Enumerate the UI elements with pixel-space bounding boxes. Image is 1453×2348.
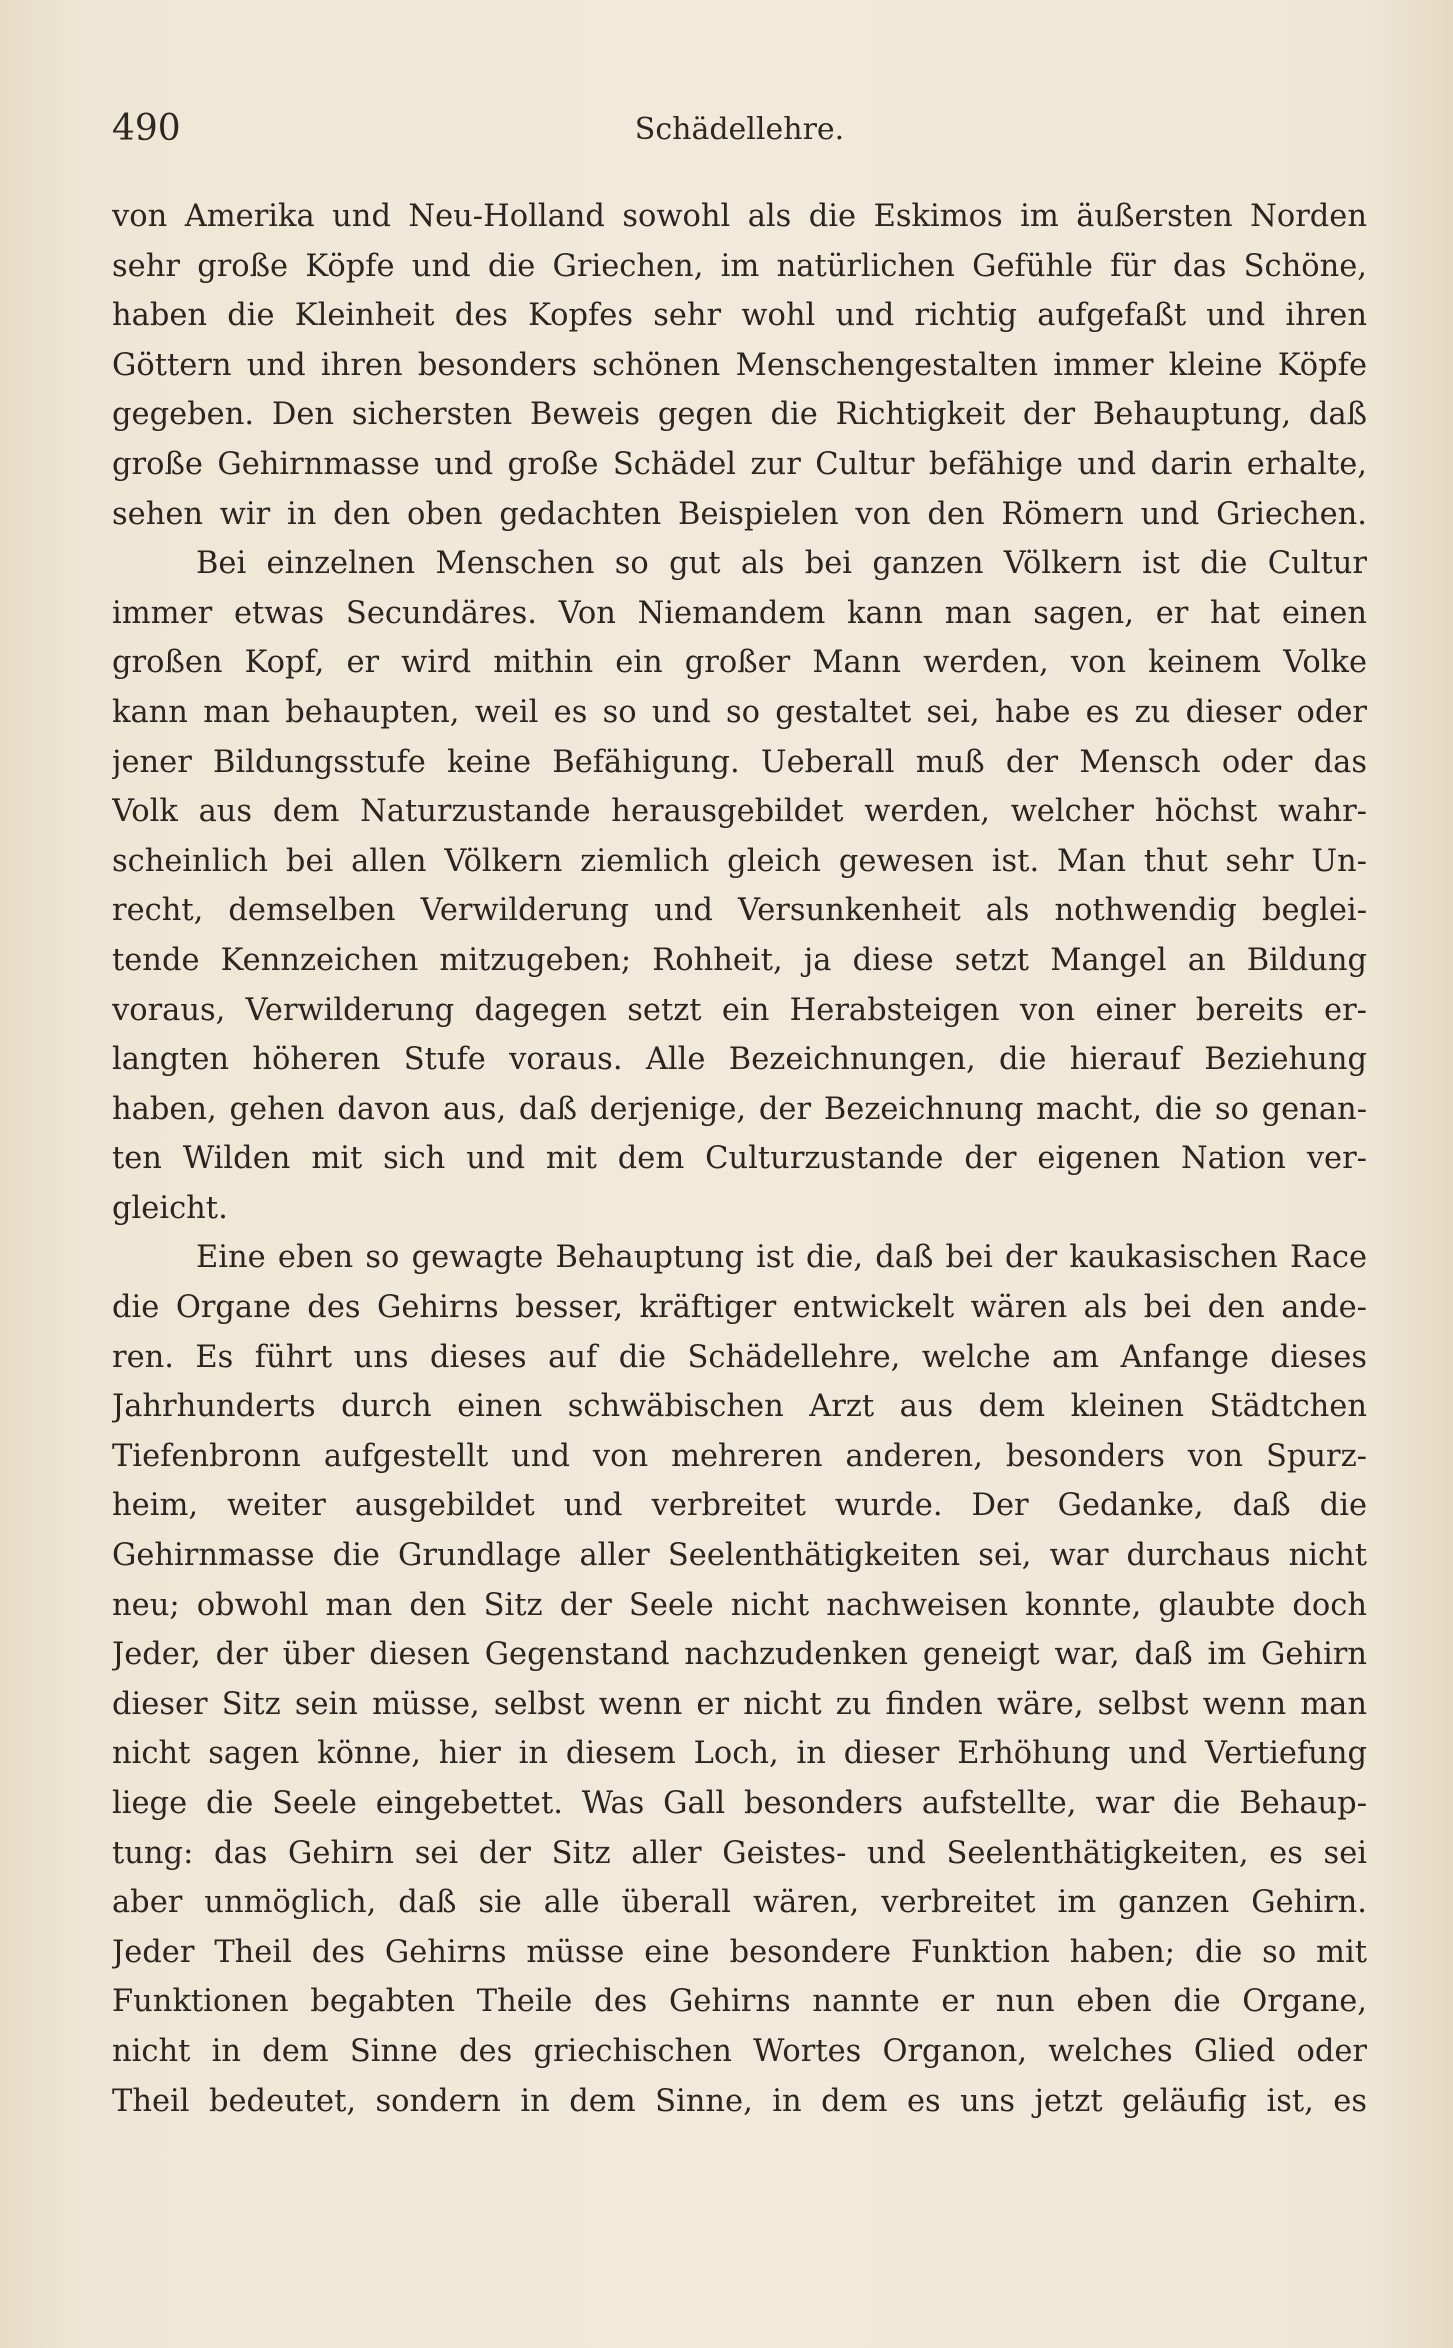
- text-line: tung: das Gehirn sei der Sitz aller Geistes- und Seelenthätigkeiten, es sei: [112, 1835, 1367, 1871]
- text-line: ren. Es führt uns dieses auf die Schädellehre, welche am Anfange dieses: [112, 1339, 1367, 1375]
- text-line: kann man behaupten, weil es so und so gestaltet sei, habe es zu dieser oder: [112, 694, 1367, 730]
- text-line: von Amerika und Neu-Holland sowohl als die Eskimos im äußersten Norden: [112, 199, 1367, 234]
- text-line: Funktionen begabten Theile des Gehirns nannte er nun eben die Organe,: [112, 1984, 1367, 2020]
- text-line: gleicht.: [112, 1190, 228, 1226]
- text-line: sehen wir in den oben gedachten Beispielen von den Römern und Griechen.: [112, 496, 1367, 532]
- text-line: die Organe des Gehirns besser, kräftiger entwickelt wären als bei den ande-: [112, 1290, 1367, 1326]
- text-line: langten höheren Stufe voraus. Alle Bezeichnungen, die hierauf Beziehung: [112, 1042, 1367, 1078]
- text-line: dieser Sitz sein müsse, selbst wenn er nicht zu finden wäre, selbst wenn man: [112, 1686, 1367, 1722]
- text-line: haben die Kleinheit des Kopfes sehr wohl und richtig aufgefaßt und ihren: [112, 298, 1367, 334]
- text-line: Eine eben so gewagte Behauptung ist die, daß bei der kaukasischen Race: [196, 1240, 1367, 1276]
- text-line: Jeder, der über diesen Gegenstand nachzudenken geneigt war, daß im Gehirn: [112, 1637, 1367, 1673]
- text-line: aber unmöglich, daß sie alle überall wären, verbreitet im ganzen Gehirn.: [112, 1885, 1367, 1921]
- text-line: neu; obwohl man den Sitz der Seele nicht nachweisen konnte, glaubte doch: [112, 1587, 1367, 1623]
- text-line: jener Bildungsstufe keine Befähigung. Ueberall muß der Mensch oder das: [112, 744, 1367, 780]
- text-line: nicht sagen könne, hier in diesem Loch, in dieser Erhöhung und Vertiefung: [112, 1736, 1367, 1772]
- text-line: Göttern und ihren besonders schönen Menschengestalten immer kleine Köpfe: [112, 347, 1367, 383]
- text-line: Jeder Theil des Gehirns müsse eine besondere Funktion haben; die so mit: [112, 1934, 1367, 1970]
- body-text: [112, 192, 1367, 2126]
- page-number: 490: [112, 108, 181, 149]
- text-line: nicht in dem Sinne des griechischen Wortes Organon, welches Glied oder: [112, 2033, 1367, 2069]
- page-header: [112, 104, 1367, 164]
- text-line: haben, gehen davon aus, daß derjenige, der Bezeichnung macht, die so genan-: [112, 1091, 1367, 1127]
- running-title: Schädellehre.: [634, 112, 845, 147]
- text-line: großen Kopf, er wird mithin ein großer Mann werden, von keinem Volke: [112, 645, 1367, 681]
- text-line: Jahrhunderts durch einen schwäbischen Arzt aus dem kleinen Städtchen: [112, 1389, 1367, 1425]
- text-line: Bei einzelnen Menschen so gut als bei ganzen Völkern ist die Cultur: [196, 546, 1367, 582]
- text-line: heim, weiter ausgebildet und verbreitet wurde. Der Gedanke, daß die: [112, 1488, 1367, 1524]
- text-line: liege die Seele eingebettet. Was Gall besonders aufstellte, war die Behaup-: [112, 1786, 1367, 1821]
- text-line: sehr große Köpfe und die Griechen, im natürlichen Gefühle für das Schöne,: [112, 248, 1367, 284]
- text-line: tende Kennzeichen mitzugeben; Rohheit, ja diese setzt Mangel an Bildung: [112, 942, 1367, 978]
- text-line: gegeben. Den sichersten Beweis gegen die Richtigkeit der Behauptung, daß: [112, 397, 1367, 433]
- text-line: voraus, Verwilderung dagegen setzt ein Herabsteigen von einer bereits er-: [112, 992, 1367, 1028]
- text-line: recht, demselben Verwilderung und Versunkenheit als nothwendig beglei-: [112, 893, 1367, 929]
- text-line: Tiefenbronn aufgestellt und von mehreren anderen, besonders von Spurz-: [112, 1438, 1367, 1474]
- text-line: ten Wilden mit sich und mit dem Culturzustande der eigenen Nation ver-: [112, 1141, 1367, 1177]
- text-line: Gehirnmasse die Grundlage aller Seelenthätigkeiten sei, war durchaus nicht: [112, 1538, 1367, 1574]
- text-line: Theil bedeutet, sondern in dem Sinne, in dem es uns jetzt geläufig ist, es: [112, 2083, 1367, 2119]
- text-line: große Gehirnmasse und große Schädel zur Cultur befähige und darin erhalte,: [112, 446, 1367, 482]
- text-line: scheinlich bei allen Völkern ziemlich gleich gewesen ist. Man thut sehr Un-: [112, 843, 1367, 879]
- text-line: Volk aus dem Naturzustande herausgebildet werden, welcher höchst wahr-: [112, 794, 1367, 830]
- text-line: immer etwas Secundäres. Von Niemandem kann man sagen, er hat einen: [112, 595, 1367, 631]
